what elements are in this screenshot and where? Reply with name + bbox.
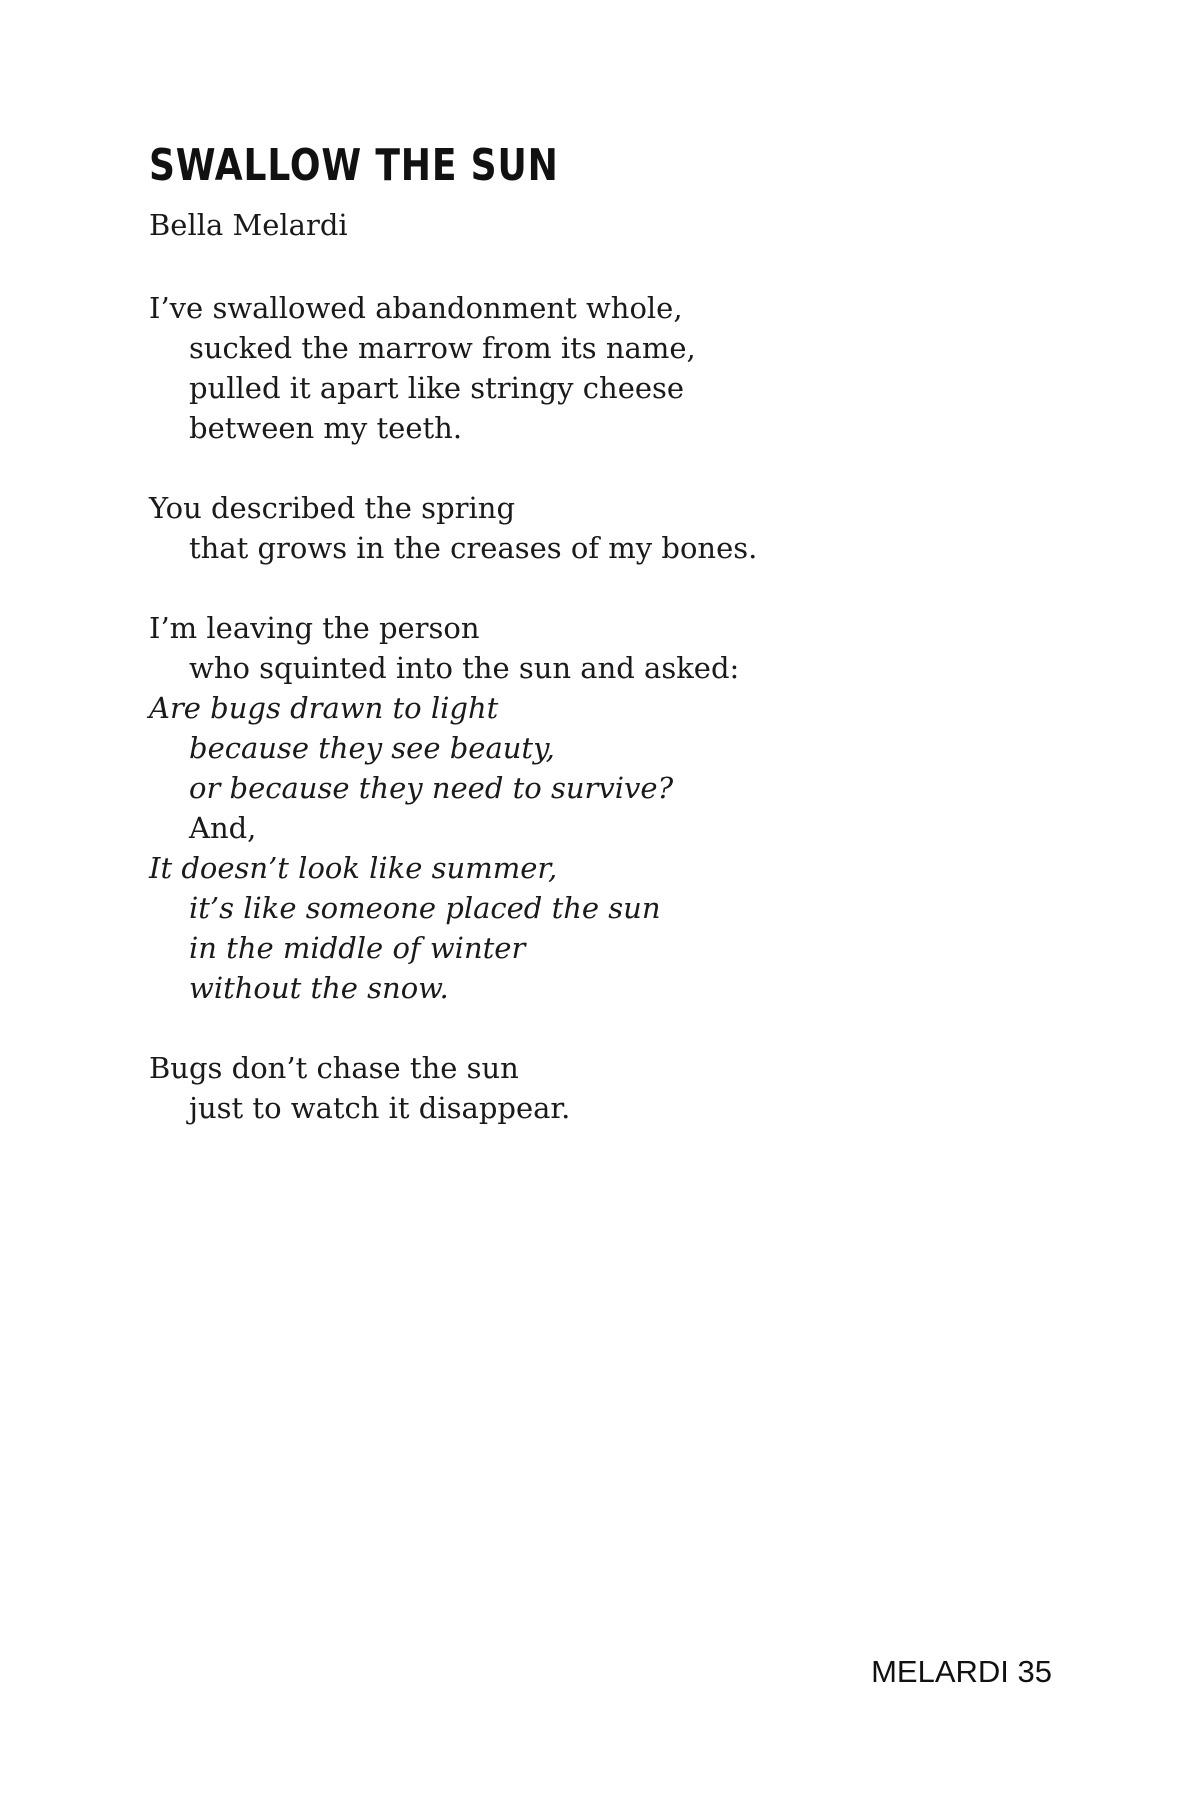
poem-line: who squinted into the sun and asked: [189, 651, 740, 685]
poem-line: You described the spring [149, 491, 516, 525]
poem-line-italic: in the middle of winter [189, 931, 526, 965]
stanza-4 [149, 1048, 1049, 1128]
poem-line: between my teeth. [189, 411, 463, 445]
poem-line-italic: Are bugs drawn to light [149, 691, 499, 725]
stanza-2 [149, 488, 1049, 568]
poem-line: I’ve swallowed abandonment whole, [149, 291, 683, 325]
poem-title: SWALLOW THE SUN [149, 140, 559, 191]
poem-line-italic: without the snow. [189, 971, 449, 1005]
poem-line-italic: because they see beauty, [189, 731, 555, 765]
poem-line-italic: it’s like someone placed the sun [189, 891, 661, 925]
poem-line: And, [189, 811, 257, 845]
poem-line: Bugs don’t chase the sun [149, 1051, 519, 1085]
poem-line: pulled it apart like stringy cheese [189, 371, 685, 405]
poem-author: Bella Melardi [149, 208, 348, 242]
poem-line-italic: or because they need to survive? [189, 771, 674, 805]
stanza-3 [149, 608, 1049, 1008]
stanza-1 [149, 288, 1049, 448]
poem-line: just to watch it disappear. [189, 1091, 571, 1125]
poem-body [149, 288, 1049, 1168]
poem-line: sucked the marrow from its name, [189, 331, 696, 365]
page-footer: MELARDI 35 [871, 1654, 1052, 1689]
poem-line-italic: It doesn’t look like summer, [149, 851, 558, 885]
poem-line: that grows in the creases of my bones. [189, 531, 758, 565]
poem-line: I’m leaving the person [149, 611, 480, 645]
